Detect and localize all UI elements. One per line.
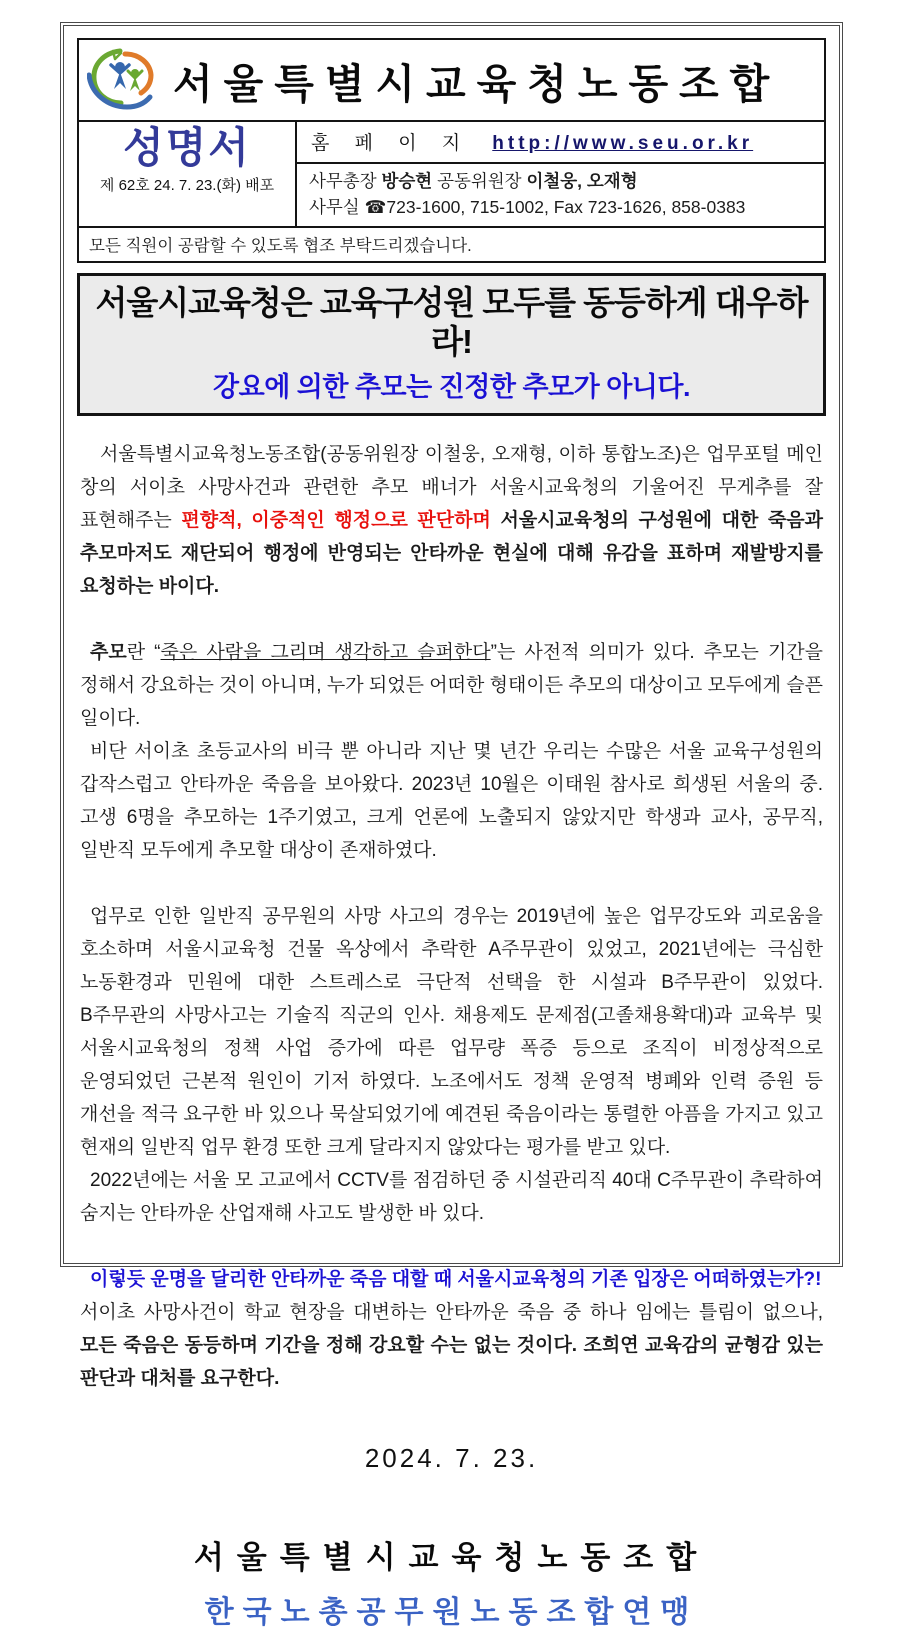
doc-type-cell — [79, 122, 297, 226]
p2-normal-1: 란 “ — [126, 641, 161, 663]
footer-federation-name: 한국노총공무원노동조합연맹 — [204, 1595, 699, 1629]
contact-cell — [297, 122, 824, 226]
staff-rows — [297, 164, 824, 226]
headline-banner — [77, 273, 826, 416]
paragraph-7 — [80, 1296, 823, 1395]
p1-red-emphasis: 편향적, 이중적인 행정으로 판단하며 — [181, 509, 491, 531]
p1-normal: 서울특별시교육청노동조합(공동위원장 이철웅, 오재형, 이하 통합노조)은 업무포털 메인 창의 서이초 사망사건과 관련한 추모 배너가 서울시교육청의 기울어진 무게추를 잘 표현해주는 — [80, 443, 823, 531]
role-secretary-general: 사무총장 — [309, 171, 382, 191]
office-phone-numbers: ☎723-1600, 715-1002, Fax 723-1626, 858-0383 — [364, 197, 746, 218]
circulation-notice: 모든 직원이 공람할 수 있도록 협조 부탁드리겠습니다. — [79, 226, 824, 261]
p7-normal: 서이초 사망사건이 학교 현장을 대변하는 안타까운 죽음 중 하나 임에는 틀림이 없으나, — [80, 1301, 823, 1323]
footer-union-name: 서울특별시교육청노동조합 — [193, 1539, 710, 1575]
statement-document — [60, 22, 843, 1629]
doc-type-label: 성명서 — [123, 124, 251, 171]
role-co-chairs: 공동위원장 — [432, 171, 527, 191]
homepage-link[interactable]: http://www.seu.or.kr — [492, 133, 754, 154]
header-info-row — [79, 122, 824, 226]
issue-info: 제 62호 24. 7. 23.(화) 배포 — [99, 177, 275, 195]
paragraph-2 — [80, 636, 823, 735]
headline-title: 서울시교육청은 교육구성원 모두를 동등하게 대우하라! — [95, 283, 808, 361]
header-table — [77, 38, 826, 263]
names-co-chairs: 이철웅, 오재형 — [526, 171, 638, 191]
paragraph-6-blue-question: 이렇듯 운명을 달리한 안타까운 죽음 대할 때 서울시교육청의 기존 입장은 어떠하였는가?! — [90, 1268, 822, 1290]
office-label: 사무실 — [309, 197, 365, 218]
homepage-label: 홈 페 이 지 — [311, 133, 471, 154]
paragraph-4: 업무로 인한 일반직 공무원의 사망 사고의 경우는 2019년에 높은 업무강도와 괴로움을 호소하며 서울시교육청 건물 옥상에서 추락한 A주무관이 있었고, 2021년에는 극심한 노동환경과 민원에 대한 스트레스로 극단적 선택을 한 시설과 B주무관이 있었다. B주무관의 사망사고는 기술직 직군의 인사. 채용제도 문제점(고졸채용확대)과 교육부 및 서울시교육청의 정책 사업 증가에 따른 업무량 폭증 등으로 조직이 비정상적으로 운영되었던 근본적 원인이 기저 하였다. 노조에서도 정책 운영적 병폐와 인력 증원 등 개선을 적극 요구한 바 있으나 묵살되었기에 예견된 죽음이라는 통렬한 아픔을 가지고 있고 현재의 일반직 업무 환경 또한 크게 달라지지 않았다는 평가를 받고 있다. — [80, 905, 823, 1158]
name-secretary-general: 방승현 — [381, 171, 433, 191]
homepage-row — [297, 122, 824, 164]
paragraph-3: 비단 서이초 초등교사의 비극 뿐 아니라 지난 몇 년간 우리는 수많은 서울 교육구성원의 갑작스럽고 안타까운 죽음을 보아왔다. 2023년 10월은 이태원 참사로 희생된 서울의 중.고생 6명을 추모하는 1주기였고, 크게 언론에 노출되지 않았지만 학생과 교사, 공무직, 일반직 모두에게 추모할 대상이 존재하였다. — [80, 740, 823, 861]
statement-date: 2024. 7. 23. — [364, 1442, 539, 1473]
p2-bold-lead: 추모 — [90, 641, 127, 663]
p7-bold-demand: 모든 죽음은 동등하며 기간을 정해 강요할 수는 없는 것이다. 조희연 교육감의 균형감 있는 판단과 대처를 요구한다. — [80, 1334, 823, 1389]
paragraph-5: 2022년에는 서울 모 고교에서 CCTV를 점검하던 중 시설관리직 40대 C주무관이 추락하여 숨지는 안타까운 산업재해 사고도 발생한 바 있다. — [80, 1169, 823, 1224]
headline-subtitle: 강요에 의한 추모는 진정한 추모가 아니다. — [213, 371, 690, 402]
p2-underlined-quote: 죽은 사람을 그리며 생각하고 슬퍼한다 — [160, 641, 491, 663]
union-logo-icon — [87, 45, 159, 116]
paragraph-1 — [80, 438, 823, 603]
statement-body — [77, 438, 826, 1395]
staff-line-1 — [309, 168, 812, 194]
org-title: 서울특별시교육청노동조합 — [173, 61, 781, 107]
p1-bold: 서울시교육청의 구성원에 대한 죽음과 추모마저도 재단되어 행정에 반영되는 안타까운 현실에 대해 유감을 표하며 재발방지를 요청하는 바이다. — [80, 509, 823, 597]
staff-line-2 — [309, 194, 812, 220]
p2-normal-2: ”는 사전적 의미가 있다. 추모는 기간을 정해서 강요하는 것이 아니며, 누가 되었든 어떠한 형태이든 추모의 대상이고 모두에게 슬픈 일이다. — [80, 641, 824, 729]
header-title-row — [79, 40, 824, 122]
